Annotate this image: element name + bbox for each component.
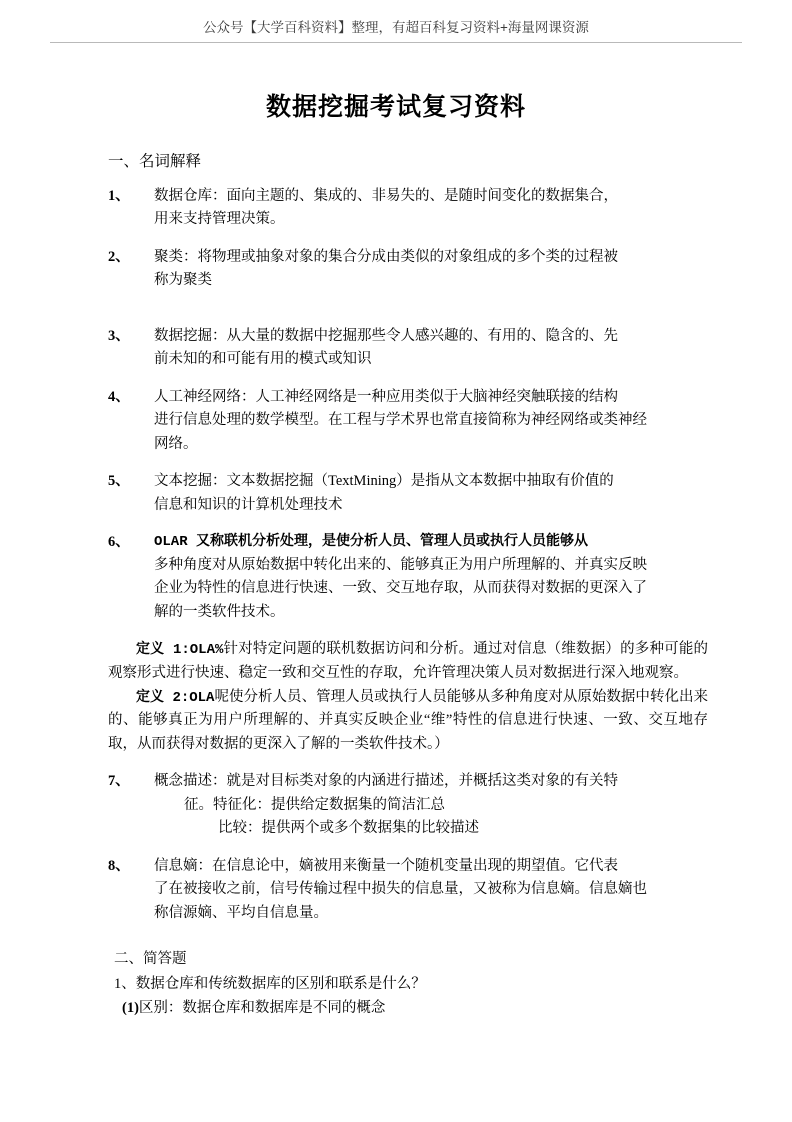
term-line: 文本挖掘：文本数据挖掘（TextMining）是指从文本数据中抽取有价值的 <box>154 473 614 490</box>
term-item <box>108 470 708 517</box>
term-line: 信息和知识的计算机处理技术 <box>154 496 343 513</box>
answer-label: (1) <box>122 1000 139 1017</box>
term-number: 2、 <box>108 248 130 265</box>
term-number: 7、 <box>108 773 130 790</box>
olap-def2-label: 定义 2:OLA <box>136 689 215 706</box>
term-number: 4、 <box>108 388 130 405</box>
answer-text: 区别：数据仓库和数据库是不同的概念 <box>138 1000 386 1017</box>
term-line: 前未知的和可能有用的模式或知识 <box>154 351 372 368</box>
term-item <box>108 246 708 293</box>
term-line: 解的一类软件技术。 <box>154 603 285 620</box>
term-body <box>154 770 708 840</box>
term-line: 比较：提供两个或多个数据集的比较描述 <box>218 820 479 837</box>
promo-banner: 公众号【大学百科资料】整理，有超百科复习资料+海量网课资源 <box>203 20 589 35</box>
term-body <box>154 386 708 456</box>
term-line: 信息嫡：在信息论中，嫡被用来衡量一个随机变量出现的期望值。它代表 <box>154 857 618 874</box>
term-line: 数据仓库：面向主题的、集成的、非易失的、是随时间变化的数据集合， <box>154 188 618 204</box>
question-item <box>114 972 708 997</box>
term-number: 1、 <box>108 188 130 204</box>
section-short-answer <box>108 947 708 1021</box>
term-number: 5、 <box>108 473 130 490</box>
term-line: OLAR 又称联机分析处理，是使分析人员、管理人员或执行人员能够从 <box>154 534 589 551</box>
olap-definition-2 <box>108 686 708 757</box>
section-heading-terms: 一、名词解释 <box>108 153 202 170</box>
term-item <box>108 185 708 232</box>
answer-item <box>114 996 708 1021</box>
section-heading-short-answer: 二、简答题 <box>114 951 187 968</box>
term-line: 称为聚类 <box>154 272 212 289</box>
document-content <box>60 149 732 1021</box>
term-body <box>154 470 708 517</box>
term-body <box>154 246 708 293</box>
header-divider <box>50 42 742 43</box>
term-line: 多种角度对从原始数据中转化出来的、能够真正为用户所理解的、并真实反映 <box>154 557 647 573</box>
term-body <box>154 855 708 925</box>
term-line: 用来支持管理决策。 <box>154 211 285 228</box>
term-item <box>108 386 708 456</box>
olap-definition-1 <box>108 638 708 685</box>
term-body <box>154 185 708 232</box>
term-number: 6、 <box>108 534 130 551</box>
olap-def2-text: 呢使分析人员、管理人员或执行人员能够从多种角度对从原始数据中转化出来的、能够真正为用户所理解的、并真实反映企业“维”特性的信息进行快速、一致、交互地存取，从而获得对数据的更深入了解的一类软件技术。） <box>108 688 708 752</box>
term-number: 8、 <box>108 857 130 874</box>
term-line: 数据挖掘：从大量的数据中挖掘那些令人感兴趣的、有用的、隐含的、先 <box>154 327 618 344</box>
term-line: 了在被接收之前，信号传输过程中损失的信息量，又被称为信息嫡。信息嫡也 <box>154 881 647 898</box>
term-body <box>154 531 708 624</box>
term-line: 进行信息处理的数学模型。在工程与学术界也常直接简称为神经网络或类神经 <box>154 412 647 429</box>
term-item <box>108 531 708 624</box>
olap-def1-text: 针对特定问题的联机数据访问和分析。通过对信息（维数据）的多种可能的观察形式进行快速、稳定一致和交互性的存取，允许管理决策人员对数据进行深入地观察。 <box>108 641 709 682</box>
term-number: 3、 <box>108 327 130 344</box>
term-line: 称信源嫡、平均自信息量。 <box>154 904 328 921</box>
term-body <box>154 325 708 372</box>
term-item <box>108 325 708 372</box>
term-line: 征。特征化：提供给定数据集的简洁汇总 <box>184 796 445 813</box>
term-line: 网络。 <box>154 435 198 452</box>
block-spacer <box>108 293 708 311</box>
olap-definitions <box>108 638 708 756</box>
term-line: 概念描述：就是对目标类对象的内涵进行描述，并概括这类对象的有关特 <box>154 773 618 790</box>
term-item <box>108 770 708 840</box>
question-text: 数据仓库和传统数据库的区别和联系是什么？ <box>135 975 426 992</box>
question-number: 1、 <box>114 975 136 992</box>
term-line: 聚类：将物理或抽象对象的集合分成由类似的对象组成的多个类的过程被 <box>154 248 618 265</box>
term-line: 人工神经网络：人工神经网络是一种应用类似于大脑神经突触联接的结构 <box>154 388 618 405</box>
term-item <box>108 855 708 925</box>
page-title: 数据挖掘考试复习资料 <box>265 94 526 121</box>
term-line: 企业为特性的信息进行快速、一致、交互地存取，从而获得对数据的更深入了 <box>154 580 647 597</box>
olap-def1-label: 定义 1:OLA% <box>136 642 224 659</box>
